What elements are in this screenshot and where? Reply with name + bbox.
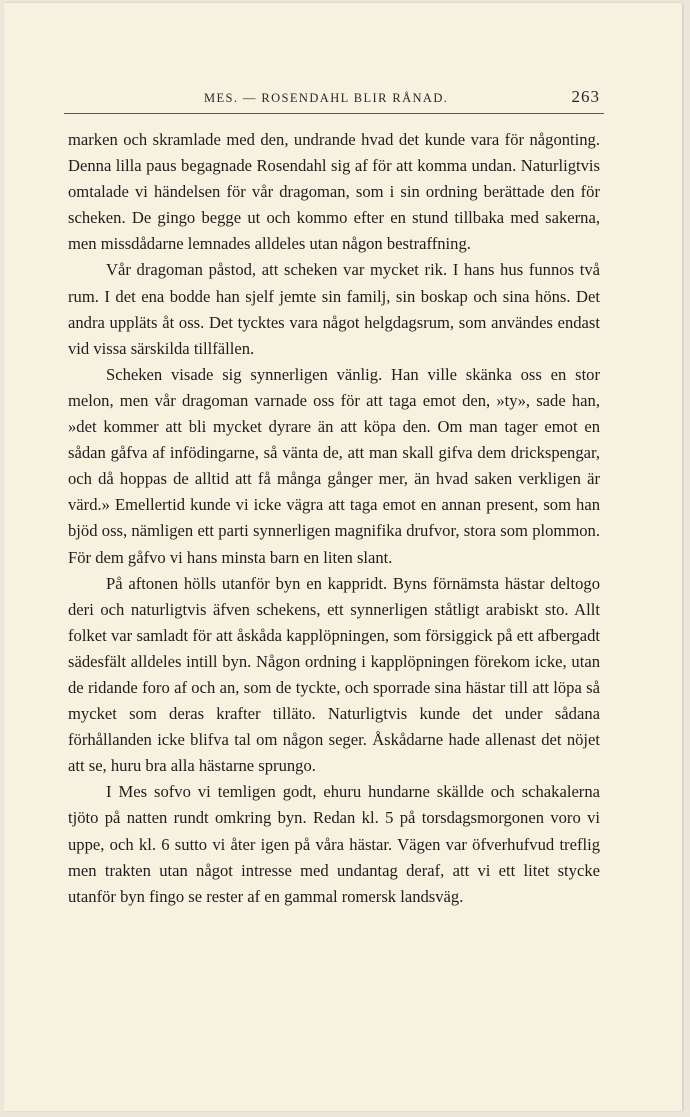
paragraph-2: Vår dragoman påstod, att scheken var mycket rik. I hans hus funnos två rum. I det ena bodde han sjelf jemte sin familj, sin boskap och sina höns. Det andra uppläts åt oss. Det tycktes vara något helgdagsrum, som användes endast vid vissa särskilda tillfällen. <box>68 260 600 358</box>
header-rule <box>64 113 604 114</box>
page-header <box>64 87 604 109</box>
body-text <box>68 127 600 910</box>
page-number: 263 <box>571 87 600 106</box>
book-page <box>4 3 682 1111</box>
paragraph-3: Scheken visade sig synnerligen vänlig. Han ville skänka oss en stor melon, men vår dragoman varnade oss för att taga emot den, »ty», sade han, »det kommer att bli mycket dyrare än att köpa den. Om man tager emot en sådan gåfva af infödingarne, så vänta de, att man skall gifva dem drickspengar, och då hoppas de alltid att få många gånger mer, än hvad saken verkligen är värd.» Emellertid kunde vi icke vägra att taga emot en annan present, som han bjöd oss, nämligen ett parti synnerligen magnifika drufvor, stora som plommon. För dem gåfvo vi hans minsta barn en liten slant. <box>68 364 600 567</box>
running-title: MES. — ROSENDAHL BLIR RÅNAD. <box>204 91 449 105</box>
paragraph-4: På aftonen hölls utanför byn en kappridt. Byns förnämsta hästar deltogo deri och naturligtvis äfven schekens, ett synnerligen ståtligt arabiskt sto. Allt folket var samladt för att åskåda kapplöpningen, som försiggick på ett afbergadt sädesfält alldeles intill byn. Någon ordning i kapplöpningen förekom icke, utan de ridande foro af och an, som de tyckte, och sporrade sina hästar till att löpa så mycket som deras krafter tilläto. Naturligtvis kunde det under sådana förhållanden icke blifva tal om någon seger. Åskådarne hade allenast det nöjet att se, huru bra alla hästarne sprungo. <box>68 573 600 776</box>
paragraph-1: marken och skramlade med den, undrande hvad det kunde vara för någonting. Denna lilla paus begagnade Rosendahl sig af för att komma undan. Naturligtvis omtalade vi händelsen för vår dragoman, som i sin ordning berättade den för scheken. De gingo begge ut och kommo efter en stund tillbaka med sakerna, men missdådarne lemnades alldeles utan någon bestraffning. <box>68 130 600 254</box>
paragraph-5: I Mes sofvo vi temligen godt, ehuru hundarne skällde och schakalerna tjöto på natten rundt omkring byn. Redan kl. 5 på torsdagsmorgonen voro vi uppe, och kl. 6 sutto vi åter igen på våra hästar. Vägen var öfverhufvud treflig men trakten utan något intresse med undantag deraf, att vi ett litet stycke utanför byn fingo se rester af en gammal romersk landsväg. <box>68 782 600 906</box>
